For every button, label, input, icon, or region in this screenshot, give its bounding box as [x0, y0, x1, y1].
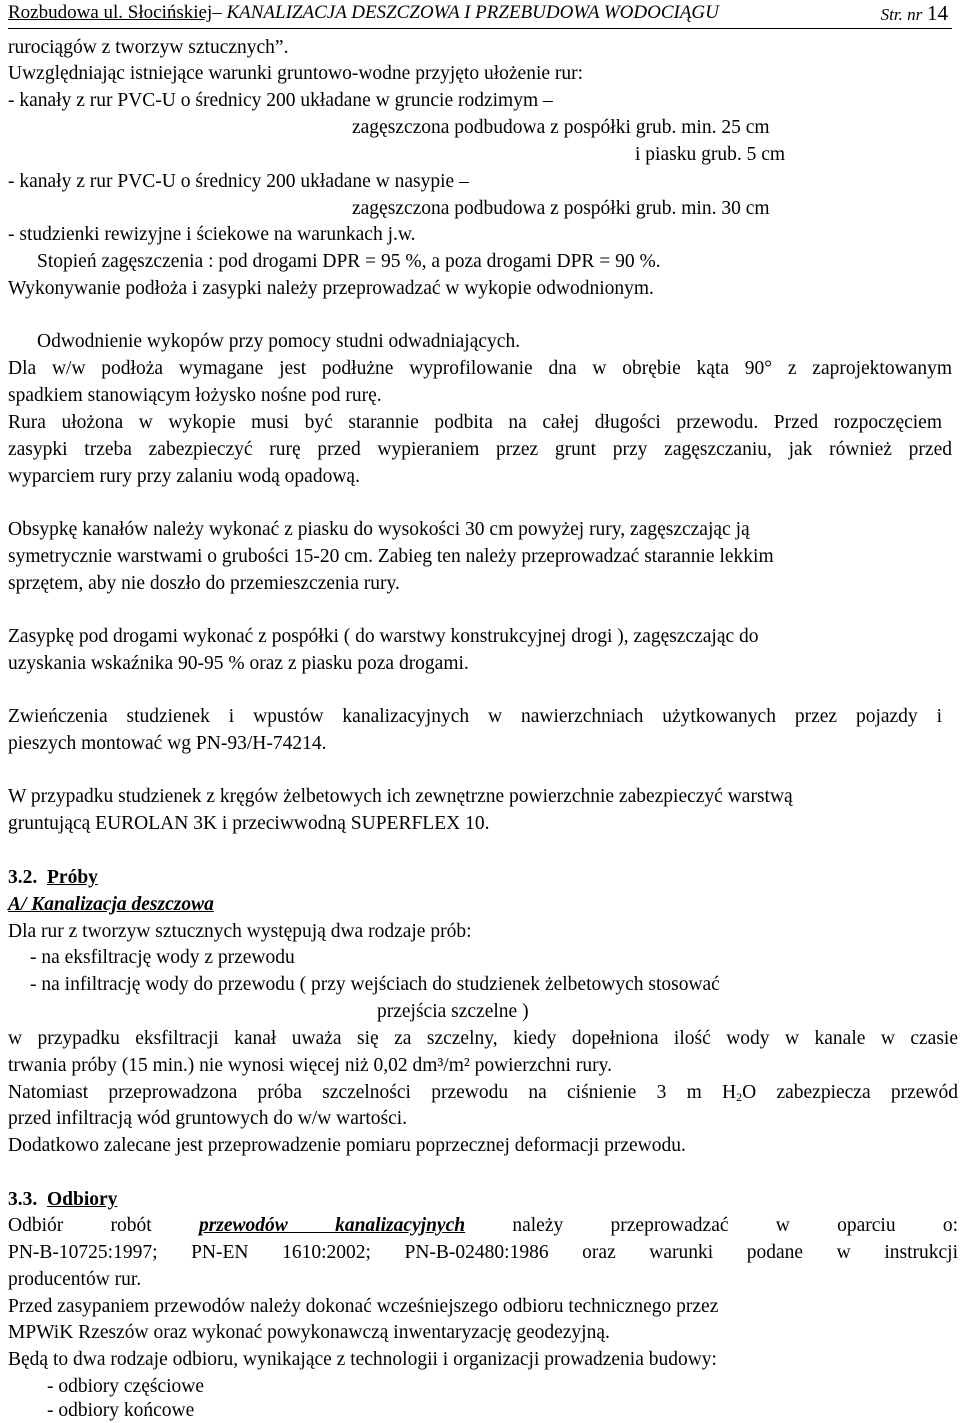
text-line: Obsypkę kanałów należy wykonać z piasku do wysokości 30 cm powyżej rury, zagęszczając ją: [8, 519, 750, 540]
text-fragment: O zabezpiecza przewód: [742, 1082, 958, 1103]
section-title: Próby: [47, 867, 98, 888]
section-title: Odbiory: [47, 1189, 118, 1210]
text-line: zagęszczona podbudowa z pospółki grub. min. 25 cm: [352, 117, 770, 138]
text-line: w przypadku eksfiltracji kanał uważa się za szczelny, kiedy dopełniona ilość wody w kanale w czasie: [8, 1028, 958, 1049]
section-number: 3.3.: [8, 1189, 38, 1210]
text-line: sprzętem, aby nie doszło do przemieszczenia rury.: [8, 573, 400, 594]
text-line: rurociągów z tworzyw sztucznych”.: [8, 37, 289, 58]
text-line: Odwodnienie wykopów przy pomocy studni odwadniających.: [37, 331, 521, 352]
text-line: trwania próby (15 min.) nie wynosi więcej niż 0,02 dm³/m² powierzchni rury.: [8, 1055, 612, 1076]
list-item: - kanały z rur PVC-U o średnicy 200 układane w nasypie –: [8, 171, 469, 192]
text-line: producentów rur.: [8, 1269, 142, 1290]
text-line: Dla w/w podłoża wymagane jest podłużne wyprofilowanie dna w obrębie kąta 90° z zaprojektowanym: [8, 358, 952, 379]
text-line: zagęszczona podbudowa z pospółki grub. min. 30 cm: [352, 198, 770, 219]
header-project: – KANALIZACJA DESZCZOWA I PRZEBUDOWA WODOCIĄGU: [212, 2, 719, 23]
page-label: Str. nr: [880, 5, 923, 24]
text-line: uzyskania wskaźnika 90-95 % oraz z piasku poza drogami.: [8, 653, 469, 674]
subscript: 2: [736, 1090, 743, 1104]
text-line: i piasku grub. 5 cm: [635, 144, 786, 165]
emphasis-text: przewodów kanalizacyjnych: [198, 1215, 466, 1236]
list-item: - studzienki rewizyjne i ściekowe na warunkach j.w.: [8, 224, 416, 245]
subsection-title: A/ Kanalizacja deszczowa: [8, 894, 214, 915]
text-fragment: Natomiast przeprowadzona próba szczelności przewodu na ciśnienie 3 m H: [8, 1082, 737, 1103]
header-title: [8, 2, 719, 24]
page-header: [8, 2, 952, 29]
list-item: - na infiltrację wody do przewodu ( przy wejściach do studzienek żelbetowych stosować: [30, 974, 720, 995]
subsection-heading: [8, 893, 214, 917]
text-line: W przypadku studzienek z kręgów żelbetowych ich zewnętrzne powierzchnie zabezpieczyć warstwą: [8, 786, 793, 807]
section-heading: [8, 1188, 117, 1212]
section-heading: [8, 866, 98, 890]
text-fragment: należy przeprowadzać w oparciu o:: [512, 1215, 959, 1236]
text-line: symetrycznie warstwami o grubości 15-20 cm. Zabieg ten należy przeprowadzać starannie lekkim: [8, 546, 774, 567]
section-number: 3.2.: [8, 867, 38, 888]
text-line: Dla rur z tworzyw sztucznych występują dwa rodzaje prób:: [8, 921, 472, 942]
page-number: 14: [927, 1, 948, 25]
text-line: wyparciem rury przy zalaniu wodą opadową.: [8, 466, 360, 487]
text-line: [8, 1081, 958, 1105]
text-line: Uwzględniając istniejące warunki gruntowo-wodne przyjęto ułożenie rur:: [8, 63, 584, 84]
list-item: - odbiory częściowe: [47, 1376, 205, 1397]
page-number-block: [881, 2, 948, 26]
text-line: Rura ułożona w wykopie musi być starannie podbita na całej długości przewodu. Przed rozpoczęciem: [8, 412, 942, 433]
list-item: - na eksfiltrację wody z przewodu: [30, 947, 295, 968]
text-fragment: Odbiór robót: [8, 1215, 152, 1236]
text-line: MPWiK Rzeszów oraz wykonać powykonawczą inwentaryzację geodezyjną.: [8, 1322, 610, 1343]
text-line: Stopień zagęszczenia : pod drogami DPR = 95 %, a poza drogami DPR = 90 %.: [37, 251, 661, 272]
list-item: - odbiory końcowe: [47, 1400, 195, 1421]
text-line: spadkiem stanowiącym łożysko nośne pod rurę.: [8, 385, 382, 406]
text-line: Przed zasypaniem przewodów należy dokonać wcześniejszego odbioru technicznego przez: [8, 1296, 719, 1317]
text-line: gruntującą EUROLAN 3K i przeciwwodną SUPERFLEX 10.: [8, 813, 490, 834]
text-line: Wykonywanie podłoża i zasypki należy przeprowadzać w wykopie odwodnionym.: [8, 278, 654, 299]
text-line: Zasypkę pod drogami wykonać z pospółki ( do warstwy konstrukcyjnej drogi ), zagęszczając do: [8, 626, 759, 647]
header-prefix: Rozbudowa ul. Słocińskiej: [8, 2, 213, 23]
list-item: - kanały z rur PVC-U o średnicy 200 układane w gruncie rodzimym –: [8, 90, 553, 111]
text-line: Dodatkowo zalecane jest przeprowadzenie pomiaru poprzecznej deformacji przewodu.: [8, 1135, 686, 1156]
text-line: pieszych montować wg PN-93/H-74214.: [8, 733, 327, 754]
text-line: Zwieńczenia studzienek i wpustów kanalizacyjnych w nawierzchniach użytkowanych przez pojazdy i: [8, 706, 942, 727]
text-line: Będą to dwa rodzaje odbioru, wynikające z technologii i organizacji prowadzenia budowy:: [8, 1349, 717, 1370]
text-line: PN-B-10725:1997; PN-EN 1610:2002; PN-B-02480:1986 oraz warunki podane w instrukcji: [8, 1242, 958, 1263]
text-line: przejścia szczelne ): [377, 1001, 529, 1022]
text-line: [8, 1214, 958, 1238]
text-line: zasypki trzeba zabezpieczyć rurę przed wypieraniem przez grunt przy zagęszczaniu, jak również przed: [8, 439, 952, 460]
text-line: przed infiltracją wód gruntowych do w/w wartości.: [8, 1108, 408, 1129]
